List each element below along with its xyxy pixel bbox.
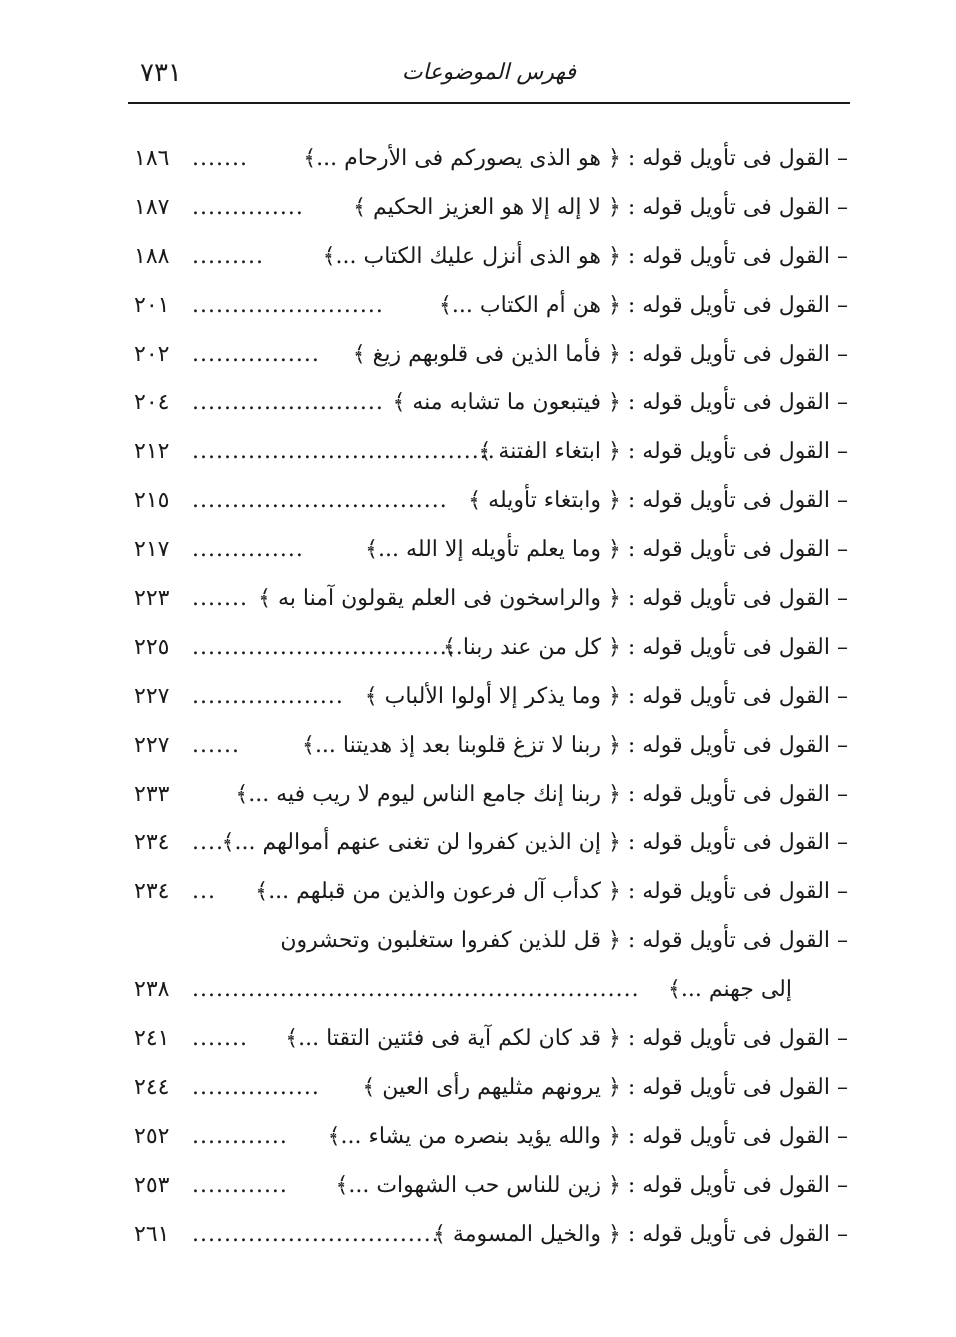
dot-leader: .............. [192,194,304,220]
toc-entry-page: ٢٠٤ [134,390,170,416]
dot-leader: ........................ [192,390,384,416]
toc-entry-title: – القول فى تأويل قوله : ﴿ كدأب آل فرعون والذين من قبلهم ...﴾ [255,879,848,905]
table-of-contents [128,135,850,1259]
toc-entry [128,1211,850,1260]
toc-entry-title: – القول فى تأويل قوله : ﴿ والخيل المسومة ﴾ [433,1221,848,1247]
running-header [128,52,850,104]
toc-entry-page: ٢٣٤ [134,879,170,905]
toc-entry-page: ٢٠١ [134,292,170,318]
dot-leader: ............ [192,1172,288,1198]
toc-entry-page: ٢٢٥ [134,634,170,660]
toc-entry-title: – القول فى تأويل قوله : ﴿ ربنا لا تزغ قلوبنا بعد إذ هديتنا ...﴾ [302,732,848,758]
dot-leader: .............. [192,537,304,563]
toc-entry [128,722,850,771]
toc-entry [128,184,850,233]
toc-entry [128,428,850,477]
dot-leader: ........................ [192,292,384,318]
toc-entry-title: – القول فى تأويل قوله : ﴿ هو الذى يصوركم فى الأرحام ...﴾ [303,146,848,171]
toc-entry-title: – القول فى تأويل قوله : ﴿ فيتبعون ما تشابه منه ﴾ [392,390,848,416]
toc-entry [128,673,850,722]
dot-leader: .... [192,830,224,856]
toc-entry-title: – القول فى تأويل قوله : ﴿ لا إله إلا هو العزيز الحكيم ﴾ [353,194,848,220]
toc-entry-title: – القول فى تأويل قوله : ﴿ قد كان لكم آية فى فئتين التقتا ...﴾ [285,1026,848,1052]
toc-entry-page: ٢٦١ [134,1221,170,1247]
toc-entry-title: – القول فى تأويل قوله : ﴿ هو الذى أنزل عليك الكتاب ...﴾ [322,243,848,269]
toc-entry-page: ١٨٨ [134,243,170,269]
dot-leader: ................ [192,1074,320,1100]
toc-entry-page: ٢١٧ [134,537,170,563]
toc-entry [128,819,850,868]
toc-entry-page: ٢٤٤ [134,1074,170,1100]
toc-entry-title: – القول فى تأويل قوله : ﴿ يرونهم مثليهم رأى العين ﴾ [362,1074,848,1100]
dot-leader: ....... [192,146,248,171]
toc-entry [128,1162,850,1211]
toc-entry-page: ٢٢٣ [134,586,170,612]
toc-entry [128,966,850,1015]
dot-leader: ... [192,879,216,905]
toc-entry-page: ٢٤١ [134,1026,170,1052]
toc-entry [128,624,850,673]
toc-entry [128,1064,850,1113]
dot-leader: ................ [192,341,320,367]
page-title: فهرس الموضوعات [401,60,577,85]
toc-entry [128,771,850,820]
toc-entry-title: – القول فى تأويل قوله : ﴿ ابتغاء الفتنة ﴾ [478,439,848,465]
dot-leader: ....... [192,1026,248,1052]
toc-entry-page: ٢٣٨ [134,977,170,1003]
dot-leader: ......... [192,243,264,269]
toc-entry-title: – القول فى تأويل قوله : ﴿ وما يعلم تأويله إلا الله ...﴾ [365,537,848,563]
toc-entry-title: – القول فى تأويل قوله : ﴿ ربنا إنك جامع الناس ليوم لا ريب فيه ...﴾ [235,781,848,807]
toc-entry-page: ٢٣٤ [134,830,170,856]
toc-entry-page: ١٨٧ [134,194,170,220]
toc-entry [128,477,850,526]
toc-entry-page: ٢٠٢ [134,341,170,367]
toc-entry-page: ١٨٦ [134,146,170,171]
toc-entry [128,233,850,282]
toc-entry [128,526,850,575]
dot-leader: ............ [192,1123,288,1149]
toc-entry-page: ٢٢٧ [134,683,170,709]
toc-entry [128,1015,850,1064]
dot-leader: ................... [192,683,344,709]
toc-entry [128,1113,850,1162]
toc-entry-title: – القول فى تأويل قوله : ﴿ قل للذين كفروا ستغلبون وتحشرون [280,928,848,954]
toc-entry-title: إلى جهنم ...﴾ [667,977,792,1003]
toc-entry-title: – القول فى تأويل قوله : ﴿ فأما الذين فى قلوبهم زيغ ﴾ [352,341,848,367]
dot-leader: ........................................................ [192,977,640,1003]
toc-entry [128,575,850,624]
toc-entry-page: ٢٥٢ [134,1123,170,1149]
toc-entry [128,868,850,917]
dot-leader: ................................ [192,488,448,514]
toc-entry [128,282,850,331]
toc-entry-page: ٢٣٣ [134,781,170,807]
toc-entry-title: – القول فى تأويل قوله : ﴿ والله يؤيد بنصره من يشاء ...﴾ [327,1123,848,1149]
toc-entry-page: ٢١٢ [134,439,170,465]
toc-entry-title: – القول فى تأويل قوله : ﴿ والراسخون فى العلم يقولون آمنا به ﴾ [258,586,848,612]
page-number: ٧٣١ [140,58,182,88]
toc-entry [128,331,850,380]
dot-leader: ............................... [192,1221,440,1247]
toc-entry-title: – القول فى تأويل قوله : ﴿ وابتغاء تأويله ﴾ [468,488,848,514]
toc-entry [128,379,850,428]
toc-entry-page: ٢٢٧ [134,732,170,758]
toc-entry-title: – القول فى تأويل قوله : ﴿ هن أم الكتاب ...﴾ [439,292,848,318]
dot-leader: ...... [192,732,240,758]
dot-leader: ...................................... [192,439,496,465]
toc-entry-title: – القول فى تأويل قوله : ﴿ إن الذين كفروا لن تغنى عنهم أموالهم ...﴾ [221,830,848,856]
dot-leader: .................................. [192,634,464,660]
toc-entry-title: – القول فى تأويل قوله : ﴿ كل من عند ربنا ﴾ [443,634,848,660]
toc-entry [128,135,850,184]
toc-entry-page: ٢٥٣ [134,1172,170,1198]
toc-entry-title: – القول فى تأويل قوله : ﴿ زين للناس حب الشهوات ...﴾ [335,1172,848,1198]
dot-leader: ....... [192,586,248,612]
toc-entry-page: ٢١٥ [134,488,170,514]
toc-entry [128,917,850,966]
toc-entry-title: – القول فى تأويل قوله : ﴿ وما يذكر إلا أولوا الألباب ﴾ [364,683,848,709]
